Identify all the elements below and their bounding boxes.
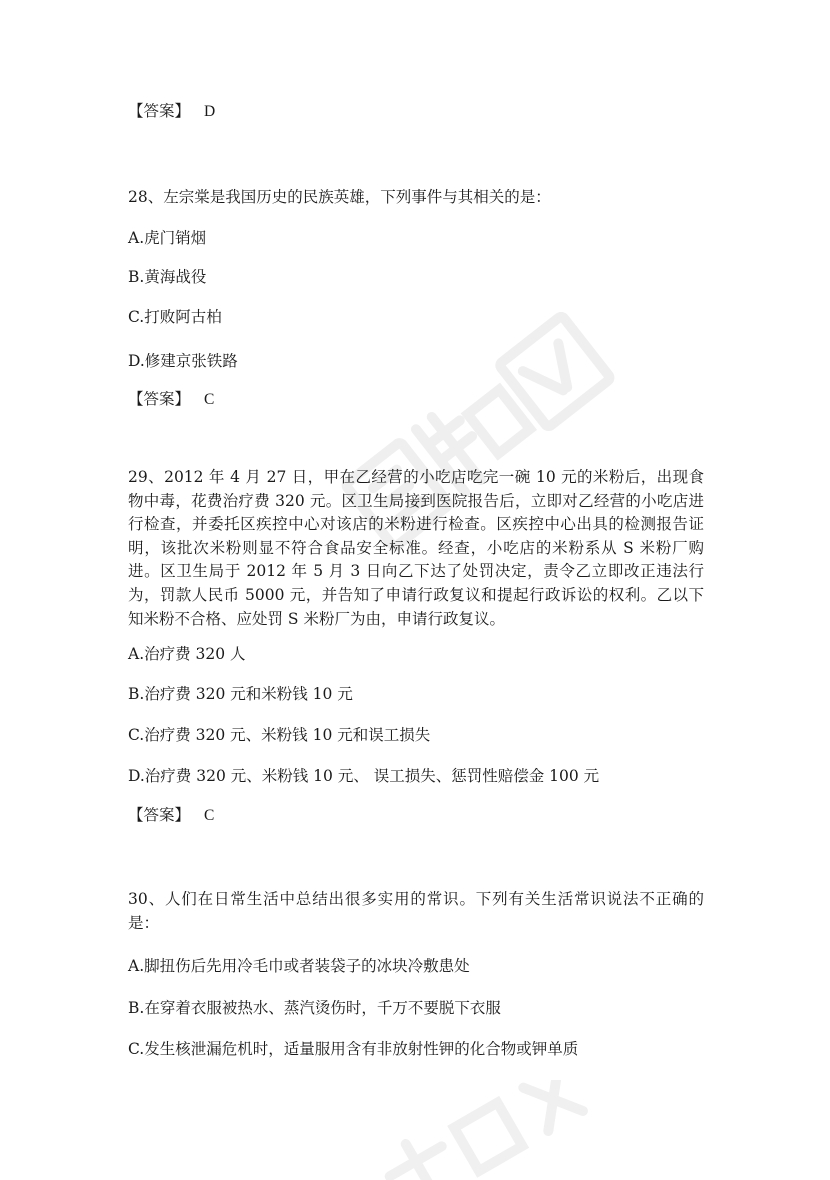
option-c-q29: C.治疗费 320 元、米粉钱 10 元和误工损失	[128, 726, 431, 744]
answer-label: 【答案】	[128, 806, 191, 824]
answer-value: C	[204, 807, 215, 824]
option-a-q28: A.虎门销烟	[128, 229, 207, 247]
answer-label: 【答案】	[128, 390, 191, 408]
answer-line-q27	[128, 100, 216, 123]
answer-value: C	[204, 391, 215, 408]
answer-line-q28	[128, 388, 215, 411]
option-a-q29: A.治疗费 320 人	[128, 645, 246, 663]
option-b-q28: B.黄海战役	[128, 268, 207, 286]
option-b-q29: B.治疗费 320 元和米粉钱 10 元	[128, 685, 353, 703]
option-d-q28: D.修建京张铁路	[128, 352, 238, 370]
question-stem-q30: 30、人们在日常生活中总结出很多实用的常识。下列有关生活常识说法不正确的是：	[128, 890, 704, 932]
question-stem-q29: 29、2012 年 4 月 27 日，甲在乙经营的小吃店吃完一碗 10 元的米粉后，出现食物中毒，花费治疗费 320 元。区卫生局接到医院报告后，立即对乙经营的小吃店进行检查，并委托区疾控中心对该店的米粉进行检查。区疾控中心出具的检测报告证明，该批次米粉则显不符合食品安全标准。经查，小吃店的米粉系从 S 米粉厂购进。区卫生局于 2012 年 5 月 3 日向乙下达了处罚决定，责令乙立即改正违法行为，罚款人民币 5000 元，并告知了申请行政复议和提起行政诉讼的权利。乙以下知米粉不合格、应处罚 S 米粉厂为由，申请行政复议。	[128, 468, 704, 628]
option-c-q28: C.打败阿古柏	[128, 308, 222, 326]
watermark-logo-bottom	[360, 1080, 620, 1180]
answer-line-q29	[128, 804, 215, 827]
question-stem-q28: 28、左宗棠是我国历史的民族英雄，下列事件与其相关的是：	[128, 188, 551, 206]
option-a-q30: A.脚扭伤后先用冷毛巾或者装袋子的冰块冷敷患处	[128, 957, 470, 975]
answer-label: 【答案】	[128, 102, 191, 120]
answer-value: D	[204, 103, 216, 120]
option-c-q30: C.发生核泄漏危机时，适量服用含有非放射性钾的化合物或钾单质	[128, 1040, 579, 1058]
option-b-q30: B.在穿着衣服被热水、蒸汽烫伤时，千万不要脱下衣服	[128, 999, 501, 1017]
option-d-q29: D.治疗费 320 元、米粉钱 10 元、 误工损失、惩罚性赔偿金 100 元	[128, 767, 600, 785]
